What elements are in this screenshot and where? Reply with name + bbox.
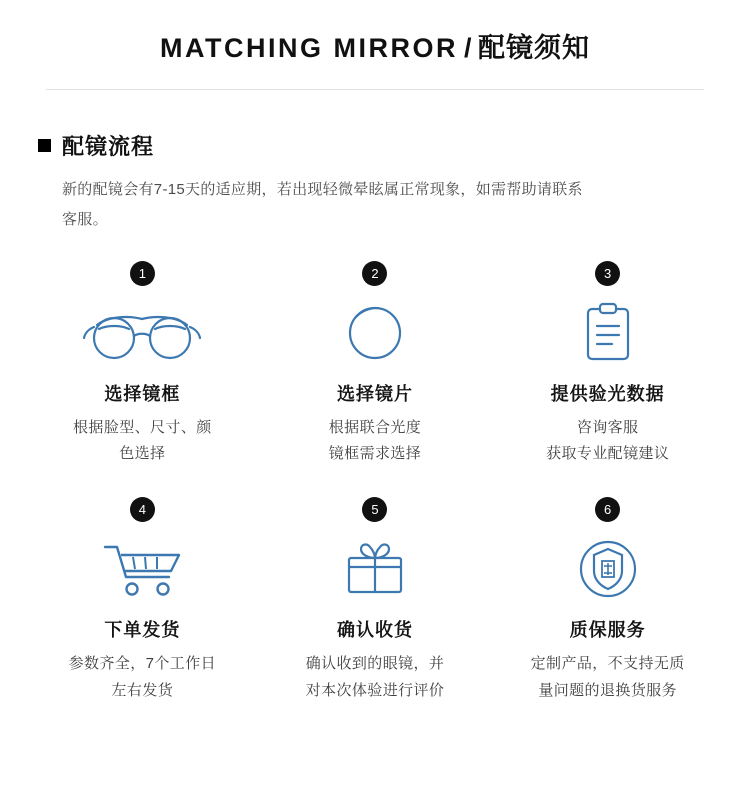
step-description-line-2: 获取专业配镜建议 [546,445,670,463]
step-number-badge: 4 [130,497,155,522]
shopping-cart-icon [26,536,259,602]
page-title-en: MATCHING MIRROR [160,33,458,63]
steps-grid [0,261,750,704]
step-description-line-1: 定制产品，不支持无质 [530,655,685,673]
step-description [26,415,259,468]
step-3-head [491,261,724,286]
step-item-5 [259,497,492,704]
step-item-4 [26,497,259,704]
step-title: 质保服务 [569,620,646,641]
step-item-2 [259,261,492,468]
step-description-line-2: 左右发货 [111,681,174,699]
step-number-badge: 6 [595,497,620,522]
step-description-line-2: 镜框需求选择 [328,445,422,463]
step-description-line-1: 参数齐全，7个工作日 [68,655,216,673]
step-title: 下单发货 [104,620,181,641]
lens-circle-icon [259,300,492,366]
page-title-separator: / [463,33,472,63]
step-number-badge: 2 [362,261,387,286]
genuine-shield-icon [491,536,724,602]
step-title: 选择镜片 [336,383,413,404]
step-description-line-2: 对本次体验进行评价 [305,681,445,699]
step-description-line-1: 根据脸型、尺寸、颜 [73,418,212,436]
section-paragraph [38,175,682,235]
step-title: 确认收货 [336,620,413,641]
step-item-3 [491,261,724,468]
step-description [259,651,492,704]
section-paragraph-line-2: 客服。 [62,210,108,228]
section-title: 配镜流程 [62,133,155,159]
step-item-1 [26,261,259,468]
square-bullet-icon [38,139,51,152]
step-description-line-1: 根据联合光度 [328,418,422,436]
step-title: 提供验光数据 [550,383,665,404]
page-header [0,0,750,90]
step-item-6 [491,497,724,704]
clipboard-icon [491,300,724,366]
step-description-line-2: 量问题的退换货服务 [538,681,677,699]
step-description [491,651,724,704]
section-heading-row [38,130,712,161]
step-description-line-2: 色选择 [119,445,166,463]
gift-box-icon [259,536,492,602]
step-description-line-1: 确认收到的眼镜，并 [305,655,445,673]
step-description-line-1: 咨询客服 [576,418,639,436]
process-section [0,130,750,235]
step-description [491,415,724,468]
step-description [26,651,259,704]
step-title: 选择镜框 [104,383,181,404]
step-number-badge: 1 [130,261,155,286]
page-title-cn: 配镜须知 [477,33,590,63]
glasses-icon [26,300,259,366]
section-paragraph-line-1: 新的配镜会有7-15天的适应期，若出现轻微晕眩属正常现象，如需帮助请联系 [62,180,583,198]
step-number-badge: 5 [362,497,387,522]
header-divider [46,89,704,90]
step-description [259,415,492,468]
step-number-badge: 3 [595,261,620,286]
page-title [0,30,750,68]
